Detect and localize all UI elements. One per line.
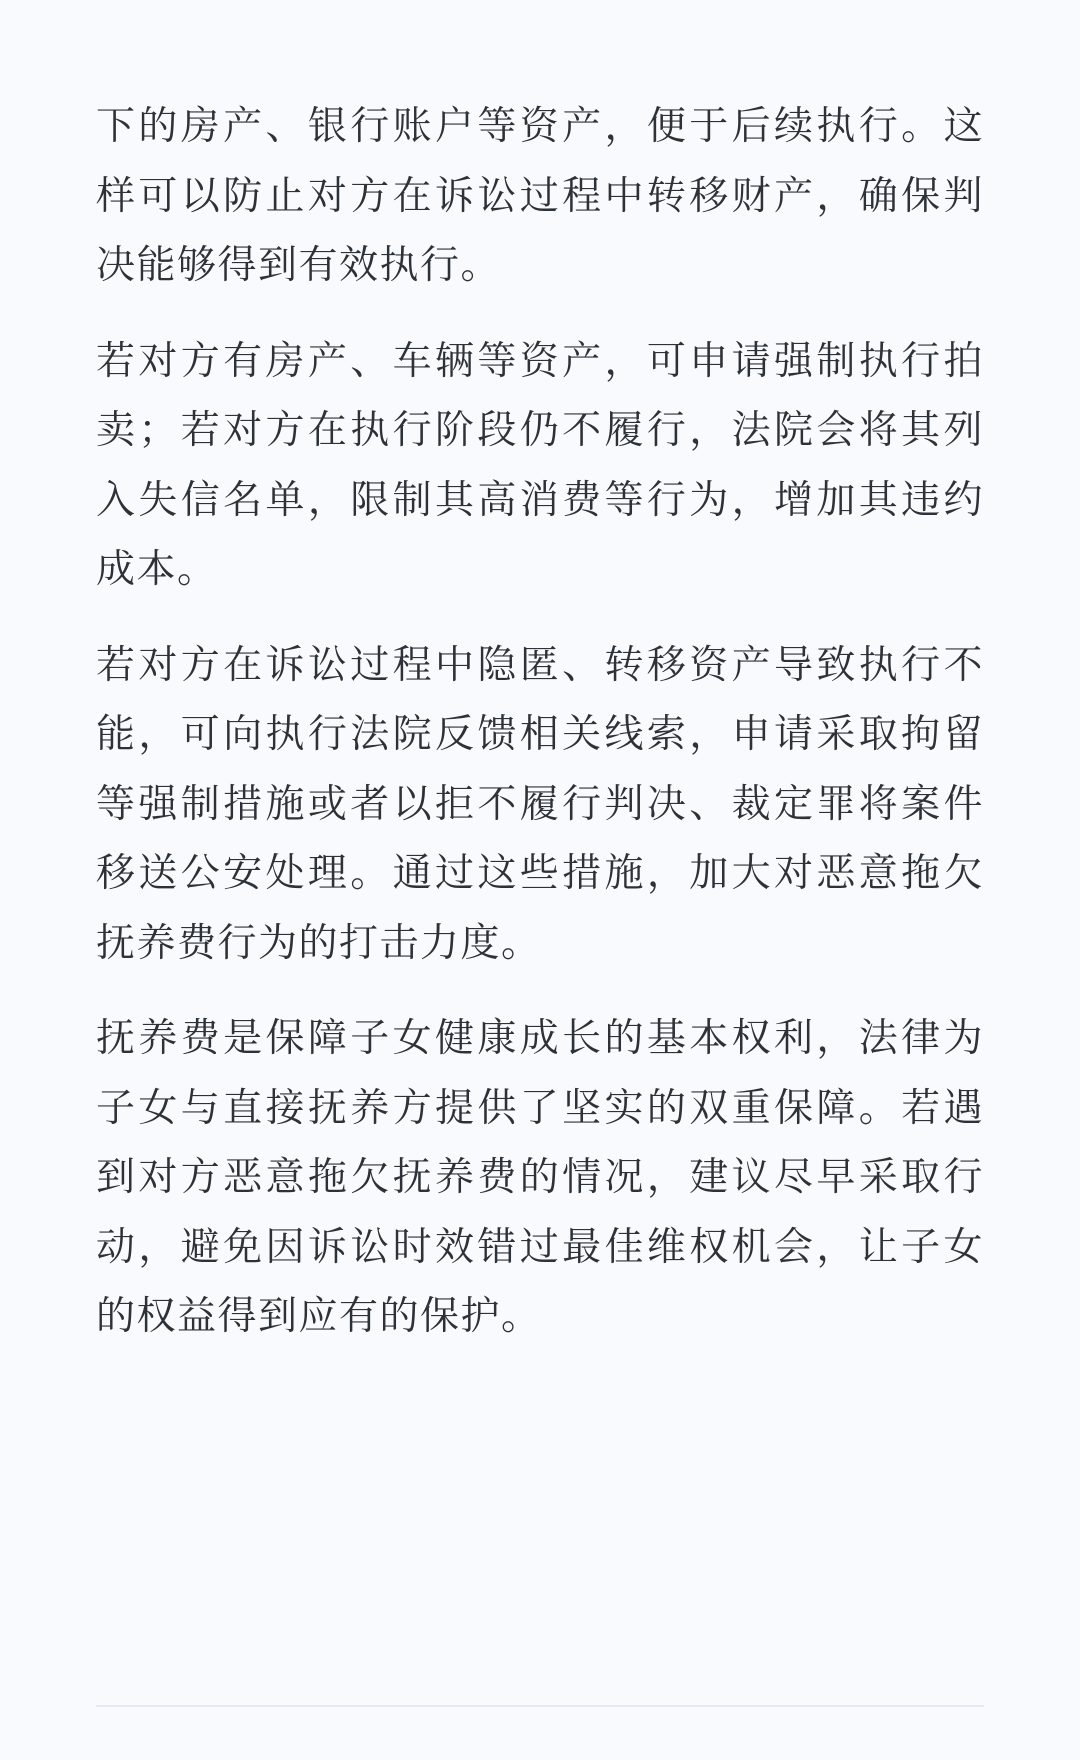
article-paragraph: 若对方在诉讼过程中隐匿、转移资产导致执行不能，可向执行法院反馈相关线索，申请采取拘留等强制措施或者以拒不履行判决、裁定罪将案件移送公安处理。通过这些措施，加大对恶意拖欠抚养费行为的打击力度。	[96, 642, 984, 966]
article-body	[96, 92, 984, 1378]
article-paragraph: 下的房产、银行账户等资产，便于后续执行。这样可以防止对方在诉讼过程中转移财产，确保判决能够得到有效执行。	[96, 104, 984, 288]
footer-divider	[96, 1705, 984, 1707]
article-paragraph: 若对方有房产、车辆等资产，可申请强制执行拍卖；若对方在执行阶段仍不履行，法院会将其列入失信名单，限制其高消费等行为，增加其违约成本。	[96, 338, 984, 592]
article-paragraph: 抚养费是保障子女健康成长的基本权利，法律为子女与直接抚养方提供了坚实的双重保障。若遇到对方恶意拖欠抚养费的情况，建议尽早采取行动，避免因诉讼时效错过最佳维权机会，让子女的权益得到应有的保护。	[96, 1016, 984, 1339]
